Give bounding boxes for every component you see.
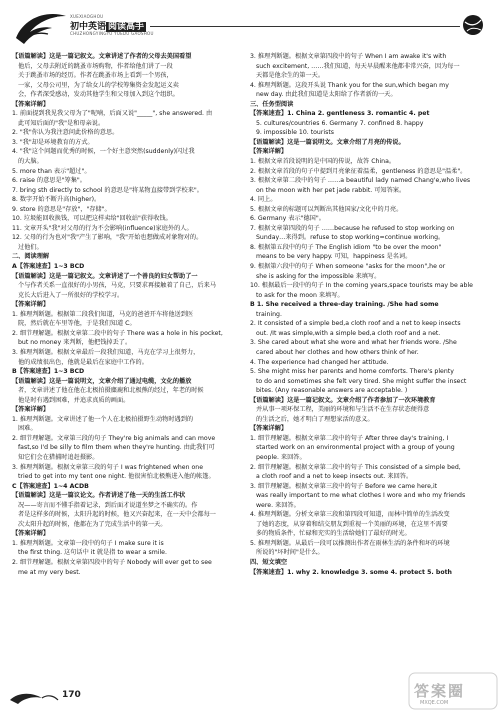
logo-pinyin-top: XUEXIAOGHOU	[70, 14, 104, 19]
text-line: 次太阳升起的时候，他都在为了完成生活中的第一天。	[18, 520, 167, 528]
text-line: 【语篇解读】这是一篇说明文。文章介绍了月亮的传说。	[250, 138, 405, 146]
text-line: cared about her clothes and how others think of her.	[256, 348, 419, 356]
text-line: 3. 推理判断题。根据文章最后一段我们知道，马克在学习上很努力，	[12, 348, 200, 356]
text-line: 1. 细节理解题。根据文章第二段中的句子 After three day's training, I	[250, 434, 449, 442]
text-line: 1. 根据文章首段说明的是中国的传说，故答 China。	[250, 158, 396, 166]
text-line: 者，文章讲述了他在他在北极拍摄麋鹿和北极熊的经过，年老的时候	[18, 387, 204, 395]
text-line: 他后，父母去附近的跳蚤市场购物，作者给他们讲了一段	[18, 62, 173, 70]
text-line: 2. 细节理解题。文章第三段的句子 They're big animals and can move	[12, 434, 216, 442]
text-line: 8. 数字开始不断升高(higher)。	[12, 196, 101, 204]
text-line: 况——寄言而不懂手指着记录，到后面才说道坐梦之不确实的。作	[18, 501, 198, 509]
text-line: 1. 前面提到我见我父母为了"呢喃，后面又说"_____", she answered. 由	[12, 110, 213, 118]
text-line: 2. 细节理解题。根据文章第二段中的句子 This consisted of a simple bed,	[250, 463, 461, 471]
text-line: 6. Germany 表示"德国"。	[250, 215, 325, 223]
text-line: 克长大后进入了一所很好的学校学习。	[18, 291, 124, 299]
watermark-url: MXQE.COM	[420, 700, 449, 706]
text-line: 【答案详解】	[12, 100, 50, 108]
text-line: C【答案速查】1~4 ACDB	[12, 482, 89, 490]
text-line: on the moon with her pet jade rabbit. 可知答案。	[256, 186, 406, 194]
text-line: tried to get into my tent one night. 他很害怕北极熊进入他的帐篷。	[18, 473, 215, 481]
left-column	[12, 52, 247, 577]
text-line: 1. 推理判断题。文章讲述了他一个人在北极拍摄野生动物时遇到的	[12, 415, 194, 423]
text-line: 的大脑。	[18, 158, 43, 166]
text-line: 7. bring sth directly to school 的意思是"将某物直接带到学校来"。	[12, 186, 203, 194]
text-line: B【答案速查】1~3 BCD	[12, 368, 85, 376]
text-line: 9. 根据第六段中的句子 When someone "asks for the moon",he or	[250, 263, 446, 271]
header-rule	[150, 26, 460, 27]
ball-icon	[462, 14, 484, 36]
text-line: 9. store 的意思是"存放"，"存储"。	[12, 205, 111, 213]
text-line: bites. (Any reasonable answers are acceptable. )	[256, 387, 408, 395]
text-line: 三、任务型阅读	[250, 100, 294, 108]
text-line: 10. 垃圾能回收换钱，可以把这样卖给"回收站"获得收钱。	[12, 215, 172, 223]
text-line: but no money 来判断，他把钱掉丢了。	[18, 339, 132, 347]
text-line: 1. 推理判断题。根据第二段我们知道，马克的爸爸开车将他送到医	[12, 310, 194, 318]
text-line: 3. 根据文章第二段中的句子 ……a beautiful lady named Chang'e,who lives	[250, 177, 471, 185]
text-line: 了她的态度，从穿着和结交朋友到重视一个美丽的环境，在这里不需要	[256, 520, 448, 528]
text-line: 4. 同上。	[250, 196, 277, 204]
text-line: 个与作者关系一直很好的小男孩，马克，只要求再接触着了自己，后来马	[18, 282, 216, 290]
text-line: 9. impossible 10. tourists	[256, 129, 334, 137]
text-line: 3. She cared about what she wore and what her friends wore. /She	[250, 339, 457, 347]
text-line: 【答案详解】	[12, 530, 50, 538]
text-line: 【语篇解读】这是一篇记叙文。文章讲述了作者的父母去美国看望	[12, 53, 192, 60]
text-line: started work on an environmental project with a group of young	[256, 444, 455, 452]
text-line: 5. cultures/countries 6. Germany 7. confined 8. happy	[256, 119, 424, 127]
text-line: training.	[256, 310, 282, 318]
text-line: 天都是他余生的第一天。	[256, 72, 325, 80]
text-line: to ask for the moon 来填写。	[256, 291, 344, 299]
text-line: 8. 根据第五段中的句子 The English idiom "to be over the moon"	[250, 243, 442, 251]
logo-title-highlight: 阅读高手	[108, 22, 145, 32]
text-line: 过他们。	[18, 243, 43, 251]
text-line: B 1. She received a three-day training. /She had some	[250, 301, 439, 309]
text-line: 一家，父母公司里，为了给女儿的学校筹集资金发起运义卖	[18, 81, 179, 89]
text-line: 【语篇解读】这是一篇议论文。作者讲述了他一天的生活工作状	[12, 492, 186, 500]
text-line: 所说的"坏时间"是什么。	[256, 549, 324, 557]
text-line: 此可知后面的"我"是和母亲说。	[18, 119, 105, 127]
text-line: fast,so I'd be silly to film them when they're hunting. 由此我们可	[18, 444, 215, 452]
text-line: 并从事一项环保工程，美丽的环境和与生活不在生存状态便得意	[256, 406, 430, 414]
text-line: 院，然后就在车里等他，于是我们知道 C。	[18, 320, 136, 328]
text-line: 【答案详解】	[12, 301, 50, 309]
text-line: 2. "我"你认为我注意问此价格的意思。	[12, 129, 119, 137]
text-line: 困难。	[18, 425, 37, 433]
text-line: 【语篇解读】这是一篇记叙文。文章讲述了一个善良的妇女帮助了一	[12, 272, 198, 280]
text-line: such excitement, ……我们知道，每天早晨醒来他都非常兴奋，因为每一	[256, 62, 460, 70]
text-line: 【答案速查】1. why 2. knowledge 3. some 4. protect 5. both	[250, 568, 452, 576]
logo-title-plain: 初中英语	[70, 22, 107, 32]
text-line: 5. She might miss her parents and home comforts. There's plenty	[250, 368, 454, 376]
text-line: 知它们会在猎捕时追赶摄影。	[18, 453, 99, 461]
text-line: 【答案速查】1. China 2. gentleness 3. romantic 4. pet	[250, 110, 430, 118]
text-line: 4. 推理判断题。这段开头说 Thank you for the sun,which began my	[250, 81, 449, 89]
watermark-text: 答案圈	[414, 682, 466, 700]
text-line: 3. 细节理解题。根据文章第三段中的句子 Before we came here,it	[250, 482, 438, 490]
text-line: 5. 推理判断题。从最后一段可以推测出作者在雨林生活的条件和坏的环境	[250, 539, 450, 547]
dolphin-logo-icon	[12, 8, 70, 48]
text-line: 4. 推理判断题。分析文章第三段和第四段可知道，而林中简单的生活改变	[250, 511, 450, 519]
text-line: she is asking for the impossible 来填写。	[256, 272, 381, 280]
text-line: 二、阅读理解	[12, 253, 50, 261]
text-line: 1. 推理判断题。文章第一段中的句子 I make sure it is	[12, 539, 164, 547]
text-line: 关于跳蚤市场的经历。作者在跳蚤市场上看到一个男孩，	[18, 72, 173, 80]
text-line: 7. 根据文章第四段的句子 ……because he refused to stop working on	[250, 224, 455, 232]
text-line: 他是时有遇到困难，并追求真质的画面。	[18, 396, 130, 404]
text-line: people. 来回答。	[256, 453, 306, 461]
right-column	[250, 52, 485, 577]
page-number: 170	[62, 690, 81, 700]
text-line: 的生活之后，她才明白了理想家活的意义。	[256, 415, 374, 423]
text-line: 2. 细节理解题。根据文章第二段中的句子 There was a hole in his pocket,	[12, 329, 223, 337]
text-line: 【答案详解】	[250, 425, 288, 433]
text-line: 【答案详解】	[250, 148, 288, 156]
text-line: 2. 细节理解题。根据文章第四段中的句子 Nobody will ever get to see	[12, 558, 212, 566]
text-line: 2. It consisted of a simple bed,a cloth roof and a net to keep insects	[250, 320, 461, 328]
text-line: 者是这样多的时候，太阳升起的时候，他又兴奋起来，在一天中会都每一	[18, 511, 216, 519]
text-line: 4. "我"这个问题而优秀的时候，一个好主意突然(suddenly)闪过我	[12, 148, 195, 156]
text-line: was really important to me what clothes I wore and who my friends	[256, 492, 466, 500]
text-line: 会，作者深受感动，发动其他学生和父母加入到这个组织。	[18, 91, 179, 99]
page-header	[0, 0, 500, 54]
text-line: A【答案速查】1~3 BCD	[12, 263, 85, 271]
text-line: 3. "我"却是环境教育的方式。	[12, 138, 94, 146]
footer-dolphin-icon	[8, 690, 60, 706]
text-line: Sunday…来得到。refuse to stop working=continue working。	[256, 234, 445, 242]
text-line: were. 来回答。	[256, 501, 300, 509]
text-line: 5. more than 表示"超过"。	[12, 167, 91, 175]
text-line: means to be very happy. 可知，happiness 是名词。	[256, 253, 412, 261]
text-line: 6. raise 的意思是"筹集"。	[12, 177, 86, 185]
text-line: 10. 根据最后一段中的句子 In the coming years,space tourists may be able	[250, 282, 473, 290]
text-line: 四、短文填空	[250, 558, 288, 566]
text-line: new day. 由此我们知道是太阳给了作者新的一天。	[256, 91, 397, 99]
text-line: 【语篇解读】这是一篇说明文，文章介绍了通过电缆，文化的播放	[12, 377, 192, 385]
text-line: to do and sometimes she felt very tired. She might suffer the insect	[256, 377, 467, 385]
text-line: 3. 推理判断题。根据文章第四段中的句子 When I am awake it's with	[250, 53, 447, 60]
text-line: the first thing. 这句话中 it 就是指 to wear a smile.	[18, 549, 167, 557]
logo-pinyin-bottom: CHUZHONGYINGYU YUEDU GAOSHOU	[70, 31, 154, 36]
text-line: a cloth roof and a net to keep insects out. 来回答。	[256, 473, 413, 481]
text-line: out. /It was simple,with a simple bed,a cloth roof and a net.	[256, 329, 441, 337]
text-line: me at my very best.	[18, 568, 81, 576]
text-line: 11. 文章开头"我"对父母的行为不会影响(influence)家庭外的人。	[12, 224, 193, 232]
text-line: 【语篇解读】这是一篇记叙文。文章介绍了作者参加了一次环境教育	[250, 396, 436, 404]
text-line: 多的物质条件，忙碌和充实的生活给她们了最好的时光。	[256, 530, 411, 538]
text-line: 他的成绩很出色，他就是最后在家庭中工作的。	[18, 358, 148, 366]
text-line: 3. 推理判断题。根据文章第三段的句子 I was frightened when one	[12, 463, 204, 471]
text-line: 12. 父母的行为也对"我"产生了影响，"我"开始也想做成对象物对的。	[12, 234, 203, 242]
text-line: 【答案详解】	[12, 406, 50, 414]
text-line: 2. 根据文章首段的句子中提到月亮象征着温柔，gentleness 的意思是"温柔"。	[250, 167, 467, 175]
text-line: 5. 根据文章的标题可以判断出其他国家/文化中的月亮。	[250, 205, 403, 213]
text-line: 4. The experience had changed her attitude.	[250, 358, 389, 366]
